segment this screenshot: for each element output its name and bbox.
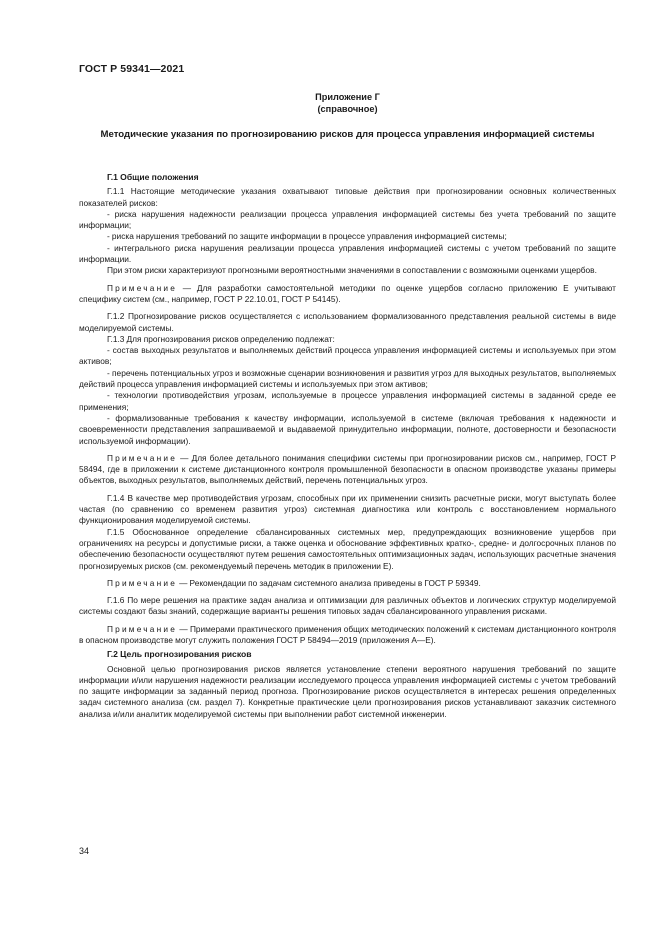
list-item-countermeasures: - технологии противодействия угрозам, используемые в процессе управления информацией системы в заданной среде ее применения; (79, 390, 616, 412)
note-4 (79, 624, 616, 647)
list-item-threats: - перечень потенциальных угроз и возможные сценарии возникновения и развития угроз для выходных результатов, выполняемых действий процесса управления информацией системы и используемых при этом активов; (79, 367, 616, 390)
note-label: Примечание (107, 577, 178, 588)
paragraph-g14: Г.1.4 В качестве мер противодействия угрозам, способных при их применении снизить расчетные риски, могут выступать более частая (по сравнению со временем развития угроз) системная диагностика или контроль с восстановлением нормального функционирования моделируемой системы. (79, 492, 616, 526)
note-1-text: — Для разработки самостоятельной методики по оценке ущербов согласно приложению Е учитывают специфику систем (см., например, ГОСТ Р 22.10.01, ГОСТ Р 54145). (79, 282, 616, 304)
paragraph-g11: Г.1.1 Настоящие методические указания охватывают типовые действия при прогнозировании основных количественных показателей рисков: (79, 186, 616, 208)
paragraph-g12: Г.1.2 Прогнозирование рисков осуществляется с использованием формализованного представления реальной системы в виде моделируемой системы. (79, 311, 616, 333)
paragraph-goal: Основной целью прогнозирования рисков является установление степени вероятного нарушения требований по защите информации и/или нарушения надежности реализации исследуемого процесса управления информацией системы с учетом требований по защите информации за заданный период прогноза. Прогнозирование рисков осуществляется в интересах решения определенных задач системного анализа (см. раздел 7). Конкретные практические цели прогнозирования рисков устанавливают заказчик системного анализа и/или аналитик моделируемой системы при выполнении работ системной инженерии. (79, 663, 616, 719)
document-body (79, 172, 616, 720)
note-3 (79, 578, 616, 589)
page-number: 34 (79, 846, 90, 856)
list-item-risk-protection: - риска нарушения требований по защите информации в процессе управления информацией системы; (107, 231, 507, 242)
note-4-text: — Примерами практического применения общих методических положений к системам дистанционного контроля в опасном производстве могут служить положения ГОСТ Р 58494—2019 (приложения А—Е). (79, 623, 616, 645)
appendix-title: Методические указания по прогнозированию рисков для процесса управления информацией системы (100, 129, 595, 140)
paragraph-g15: Г.1.5 Обоснованное определение сбалансированных системных мер, предупреждающих возникновение ущербов при ограничениях на ресурсы и допустимые риски, а также оценка и обоснование эффективных кратко-, средне- и долгосрочных планов по обеспечению безопасности осуществляют путем решения самостоятельных оптимизационных задач, использующих расчетные значения прогнозируемых рисков (см. рекомендуемый перечень методик в приложении Е). (79, 526, 616, 571)
list-item-risk-reliability: - риска нарушения надежности реализации процесса управления информацией системы без учета требований по защите информации; (79, 208, 616, 231)
section-heading-g2: Г.2 Цель прогнозирования рисков (107, 649, 252, 660)
paragraph-risk-characteristics: При этом риски характеризуют прогнозными вероятностными значениями в сопоставлении с возможными оценками ущербов. (107, 265, 597, 276)
list-item-risk-integral: - интегрального риска нарушения реализации процесса управления информацией системы с учетом требований по защите информации. (79, 242, 616, 265)
note-label: Примечание (107, 282, 178, 293)
document-code: ГОСТ Р 59341—2021 (79, 63, 185, 75)
paragraph-g16: Г.1.6 По мере решения на практике задач анализа и оптимизации для различных объектов и логических структур моделируемой системы создают базы знаний, содержащие варианты решения типовых задач сбалансированного управления рисками. (79, 595, 616, 617)
paragraph-g13: Г.1.3 Для прогнозирования рисков определению подлежат: (107, 333, 335, 344)
note-3-text: — Рекомендации по задачам системного анализа приведены в ГОСТ Р 59349. (177, 577, 481, 588)
note-1 (79, 283, 616, 306)
section-heading-g1: Г.1 Общие положения (107, 172, 199, 182)
appendix-heading (79, 92, 616, 115)
list-item-outputs: - состав выходных результатов и выполняемых действий процесса управления информацией системы и используемых при этом активов; (79, 345, 616, 367)
note-label: Примечание (107, 452, 178, 463)
list-item-quality-requirements: - формализованные требования к качеству информации, используемой в системе (включая требования к надежности и своевременности представления запрашиваемой и выдаваемой принудительно информации, полноте, достоверности и безопасности используемой информации). (79, 412, 616, 446)
appendix-label: Приложение Г (315, 92, 380, 102)
note-2 (79, 453, 616, 487)
note-2-text: — Для более детального понимания специфики системы при прогнозировании рисков см., например, ГОСТ Р 58494, где в приложении к системе дистанционного контроля промышленной безопасности в опасном производстве указаны примеры объектов, выходных результатов, выполняемых действий, перечень потенциальных угроз. (79, 452, 616, 486)
appendix-kind: (справочное) (317, 103, 378, 114)
note-label: Примечание (107, 623, 178, 634)
